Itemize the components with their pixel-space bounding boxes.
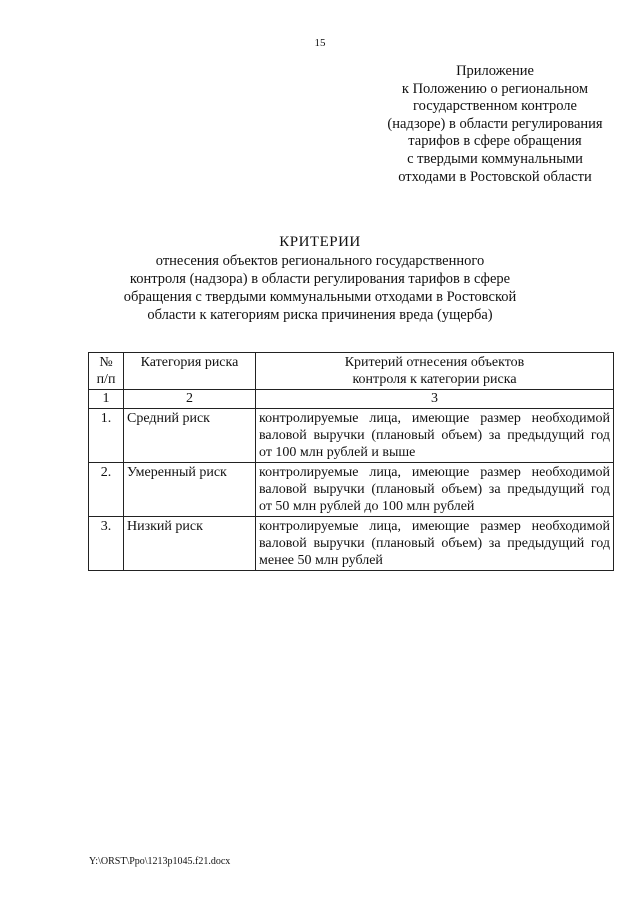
criteria-subtitle-line: контроля (надзора) в области регулирования тарифов в сфере bbox=[129, 271, 511, 287]
criterion-line: валовой выручки (плановый объем) за предыдущий год bbox=[259, 482, 610, 497]
appendix-line: государственном контроле bbox=[413, 98, 577, 115]
column-number: 1 bbox=[89, 390, 124, 409]
appendix-line: Приложение bbox=[456, 63, 534, 79]
row-category: Умеренный риск bbox=[124, 463, 256, 517]
criteria-subtitle-line: обращения с твердыми коммунальными отходами в Ростовской bbox=[123, 289, 517, 305]
criteria-subtitle-line: области к категориям риска причинения вреда (ущерба) bbox=[147, 307, 493, 323]
column-number: 3 bbox=[256, 390, 614, 409]
criterion-line: контролируемые лица, имеющие размер необходимой bbox=[259, 411, 610, 426]
criterion-line: валовой выручки (плановый объем) за предыдущий год bbox=[259, 536, 610, 551]
appendix-line: (надзоре) в области регулирования bbox=[387, 115, 603, 132]
risk-criteria-table bbox=[88, 352, 614, 571]
column-number: 2 bbox=[124, 390, 256, 409]
header-num bbox=[89, 353, 124, 390]
row-num: 2. bbox=[89, 463, 124, 517]
appendix-line: с твердыми коммунальными bbox=[407, 150, 583, 167]
criteria-heading bbox=[0, 233, 640, 324]
appendix-line: отходами в Ростовской области bbox=[398, 168, 592, 185]
criteria-title: КРИТЕРИИ bbox=[279, 234, 361, 250]
table-row bbox=[89, 409, 614, 463]
row-category: Низкий риск bbox=[124, 517, 256, 571]
row-criterion bbox=[256, 517, 614, 571]
appendix-line: к Положению о региональном bbox=[401, 80, 589, 97]
header-criterion-line: Критерий отнесения объектов bbox=[344, 355, 525, 370]
row-category: Средний риск bbox=[124, 409, 256, 463]
criteria-subtitle-line: отнесения объектов регионального государственного bbox=[155, 253, 485, 269]
row-num: 1. bbox=[89, 409, 124, 463]
row-criterion bbox=[256, 463, 614, 517]
header-criterion-line: контроля к категории риска bbox=[352, 372, 517, 387]
column-number-row bbox=[89, 390, 614, 409]
criterion-line: от 50 млн рублей до 100 млн рублей bbox=[259, 499, 475, 514]
header-category-text: Категория риска bbox=[140, 355, 239, 370]
header-num-line: п/п bbox=[96, 372, 116, 387]
table-header-row bbox=[89, 353, 614, 390]
header-num-line: № bbox=[99, 355, 113, 370]
criterion-line: менее 50 млн рублей bbox=[259, 553, 383, 568]
criterion-line: контролируемые лица, имеющие размер необходимой bbox=[259, 465, 610, 480]
appendix-block bbox=[380, 63, 610, 186]
table-row bbox=[89, 463, 614, 517]
appendix-line: тарифов в сфере обращения bbox=[408, 133, 582, 150]
criterion-line: от 100 млн рублей и выше bbox=[259, 445, 416, 460]
row-num: 3. bbox=[89, 517, 124, 571]
header-category bbox=[124, 353, 256, 390]
table-row bbox=[89, 517, 614, 571]
row-criterion bbox=[256, 409, 614, 463]
header-criterion bbox=[256, 353, 614, 390]
criterion-line: контролируемые лица, имеющие размер необходимой bbox=[259, 519, 610, 534]
file-path-footer: Y:\ORST\Ppo\1213p1045.f21.docx bbox=[89, 856, 231, 867]
page-number: 15 bbox=[314, 37, 326, 49]
criterion-line: валовой выручки (плановый объем) за предыдущий год bbox=[259, 428, 610, 443]
